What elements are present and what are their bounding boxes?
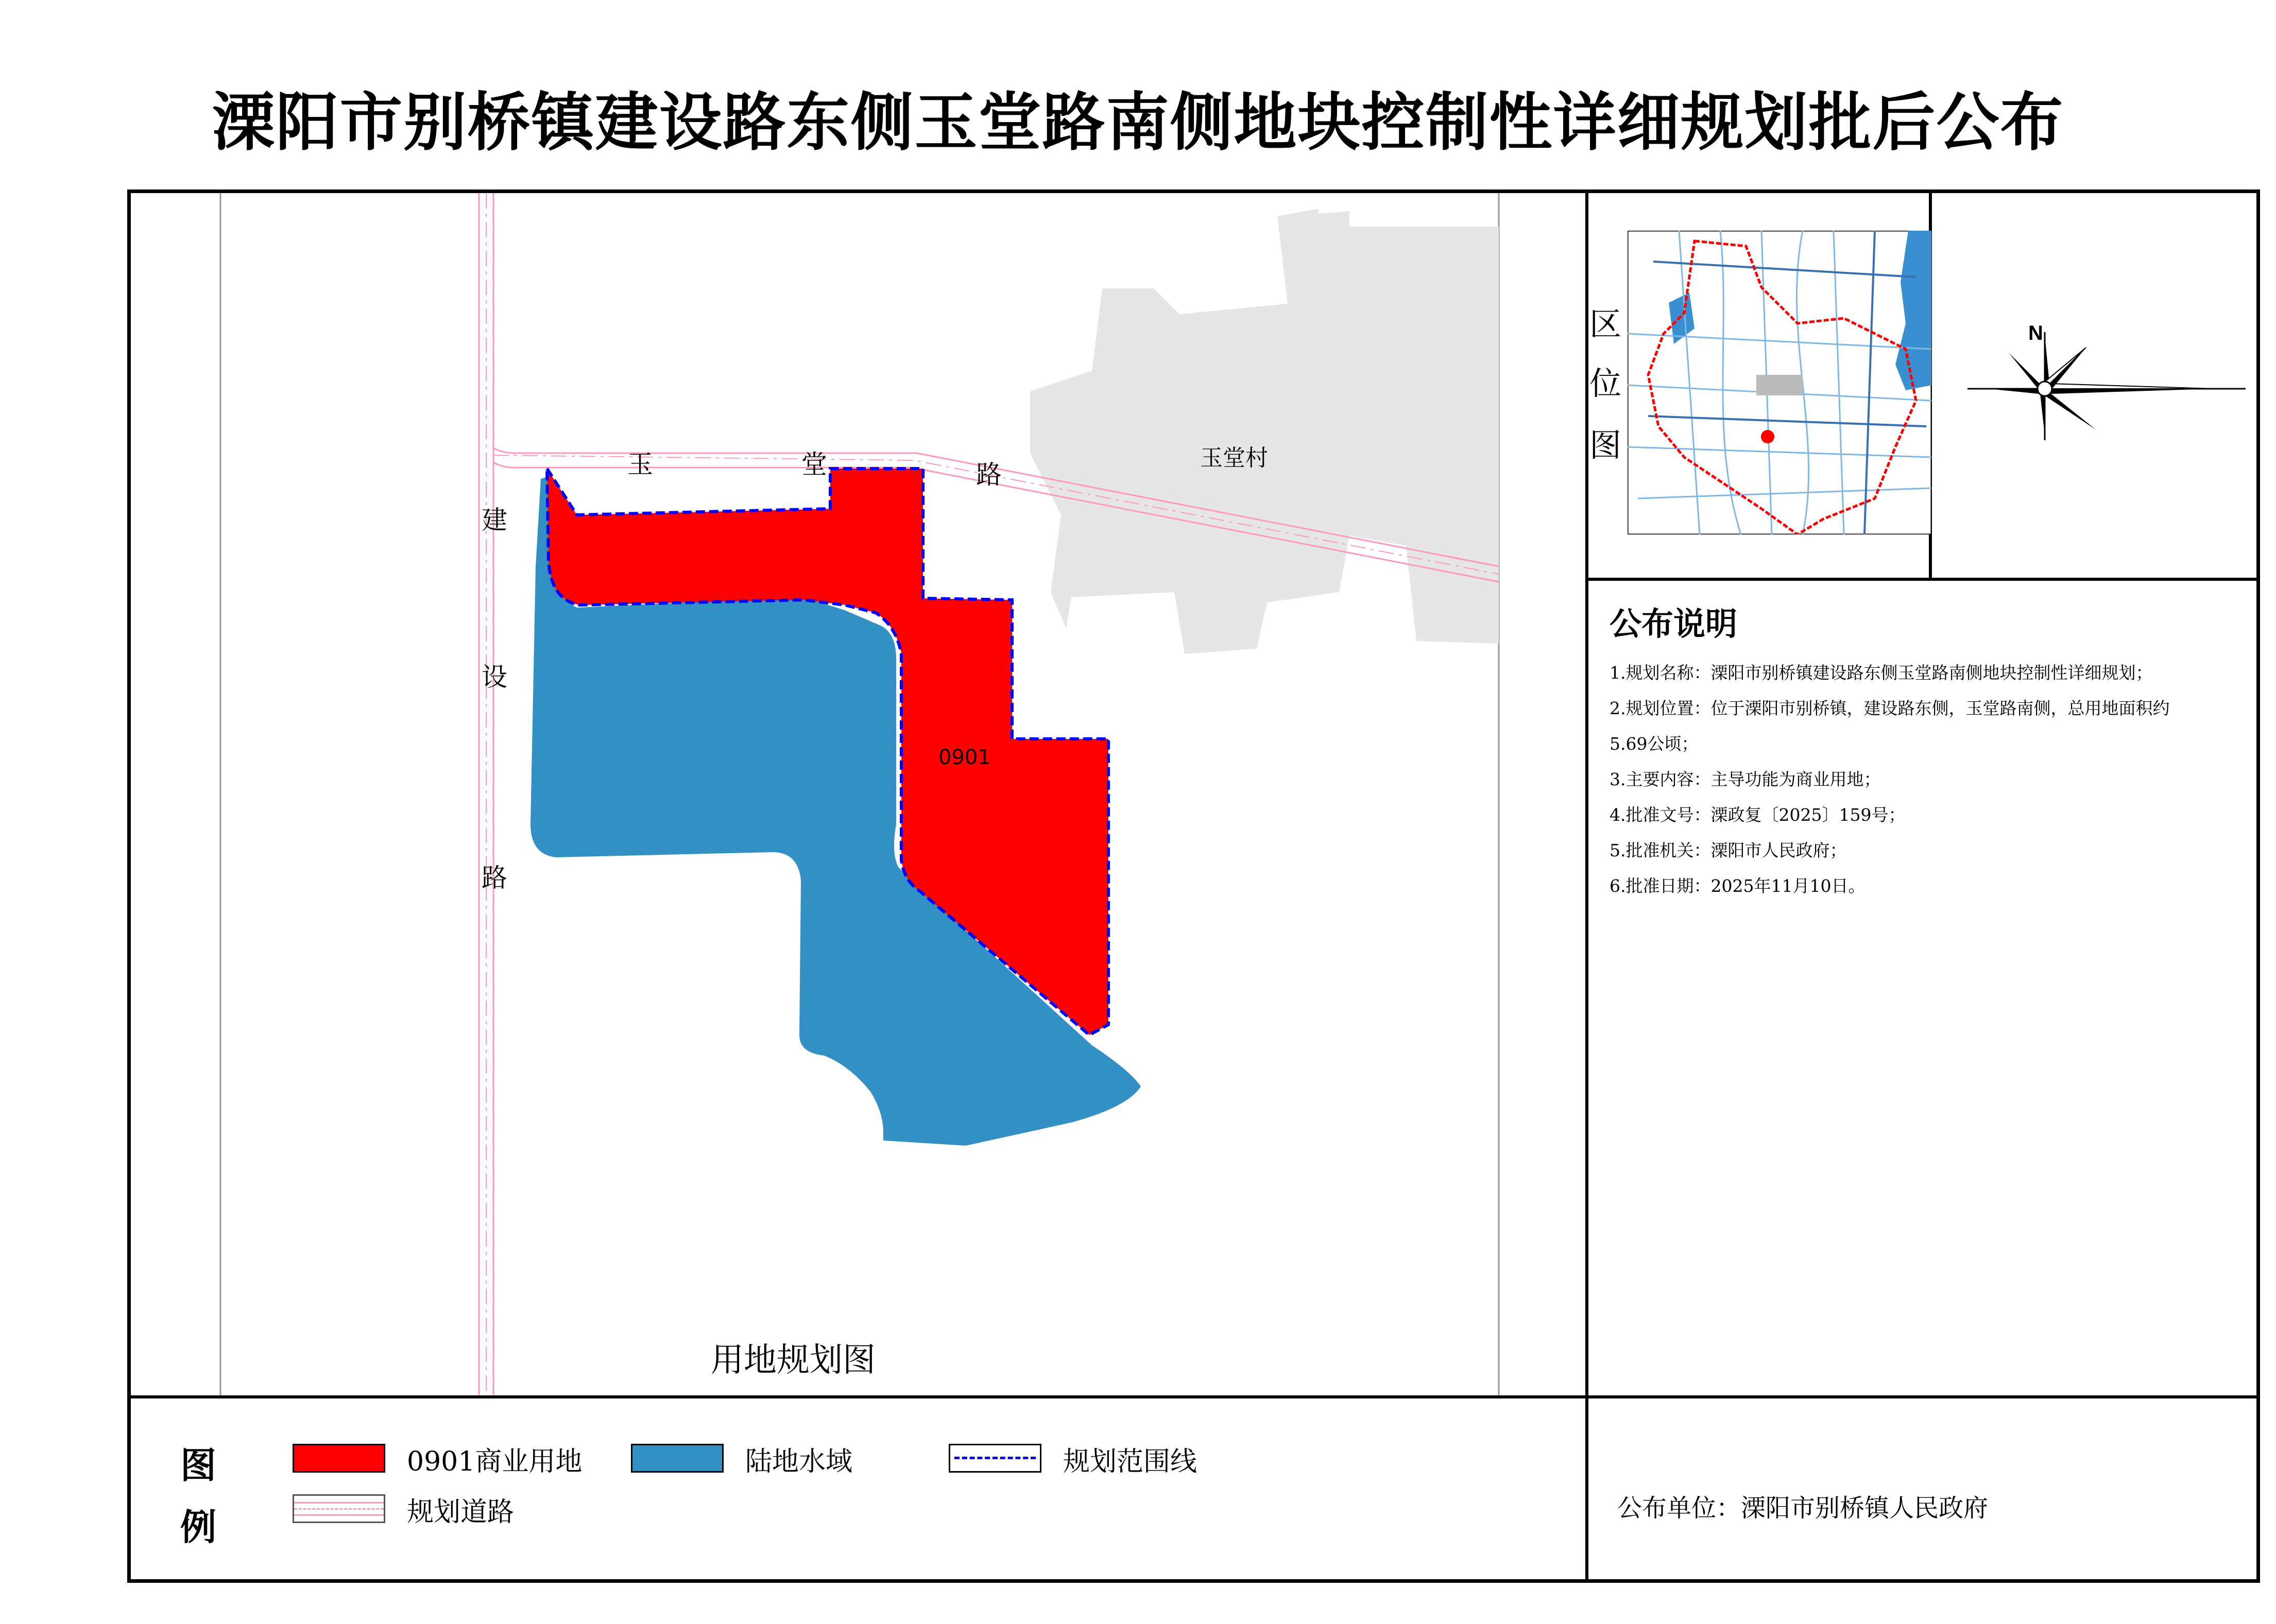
page-title: 溧阳市别桥镇建设路东侧玉堂路南侧地块控制性详细规划批后公布 xyxy=(212,86,2064,159)
inset-site-marker xyxy=(1761,430,1774,443)
legend-heading-1: 图 xyxy=(180,1444,216,1487)
location-inset-map xyxy=(1628,231,1931,534)
note-item-7: 6.批准日期：2025年11月10日。 xyxy=(1610,876,1866,896)
note-item-6: 5.批准机关：溧阳市人民政府； xyxy=(1610,840,1847,860)
legend-swatch-commercial xyxy=(293,1444,385,1473)
parcel-code-label: 0901 xyxy=(938,746,991,769)
land-use-map xyxy=(131,193,1585,1396)
inset-urban-area xyxy=(1756,375,1803,395)
inset-label-3: 图 xyxy=(1589,426,1622,464)
road-label-jianshe-2: 设 xyxy=(482,662,507,692)
legend-label-boundary: 规划范围线 xyxy=(1063,1446,1197,1477)
legend-label-road: 规划道路 xyxy=(407,1497,515,1528)
road-label-jianshe-3: 路 xyxy=(482,863,507,893)
north-arrow-icon xyxy=(1967,317,2246,440)
legend-swatch-boundary xyxy=(949,1444,1041,1473)
road-label-yutang-2: 堂 xyxy=(801,450,827,479)
north-label: N xyxy=(2028,322,2043,344)
note-item-1: 1.规划名称：溧阳市别桥镇建设路东侧玉堂路南侧地块控制性详细规划； xyxy=(1610,663,2153,683)
road-label-yutang-3: 路 xyxy=(976,460,1002,490)
inset-label-1: 区 xyxy=(1589,305,1622,343)
village-built-area xyxy=(1030,209,1499,654)
legend-swatch-road xyxy=(293,1494,385,1523)
notes-title: 公布说明 xyxy=(1610,605,1738,643)
village-label: 玉堂村 xyxy=(1200,445,1268,471)
legend-swatch-water xyxy=(631,1444,724,1473)
road-label-jianshe-1: 建 xyxy=(482,505,507,535)
legend-heading-2: 例 xyxy=(180,1506,216,1548)
legend-label-water: 陆地水域 xyxy=(745,1446,853,1477)
note-item-5: 4.批准文号：溧政复〔2025〕159号； xyxy=(1610,805,1906,825)
map-caption: 用地规划图 xyxy=(711,1341,876,1379)
inset-divider xyxy=(1585,578,2260,581)
note-item-2: 2.规划位置：位于溧阳市别桥镇，建设路东侧，玉堂路南侧，总用地面积约 xyxy=(1610,698,2170,718)
legend-label-commercial: 0901商业用地 xyxy=(407,1446,583,1477)
notes-list xyxy=(1610,655,2243,904)
jianshe-road xyxy=(479,193,493,1395)
road-label-yutang-1: 玉 xyxy=(627,450,653,479)
note-item-3: 5.69公顷； xyxy=(1610,734,1699,754)
map-divider xyxy=(1585,189,1588,1583)
inset-label-2: 位 xyxy=(1589,365,1622,402)
note-item-4: 3.主要内容：主导功能为商业用地； xyxy=(1610,769,1881,789)
publisher-label: 公布单位：溧阳市别桥镇人民政府 xyxy=(1617,1494,1989,1523)
